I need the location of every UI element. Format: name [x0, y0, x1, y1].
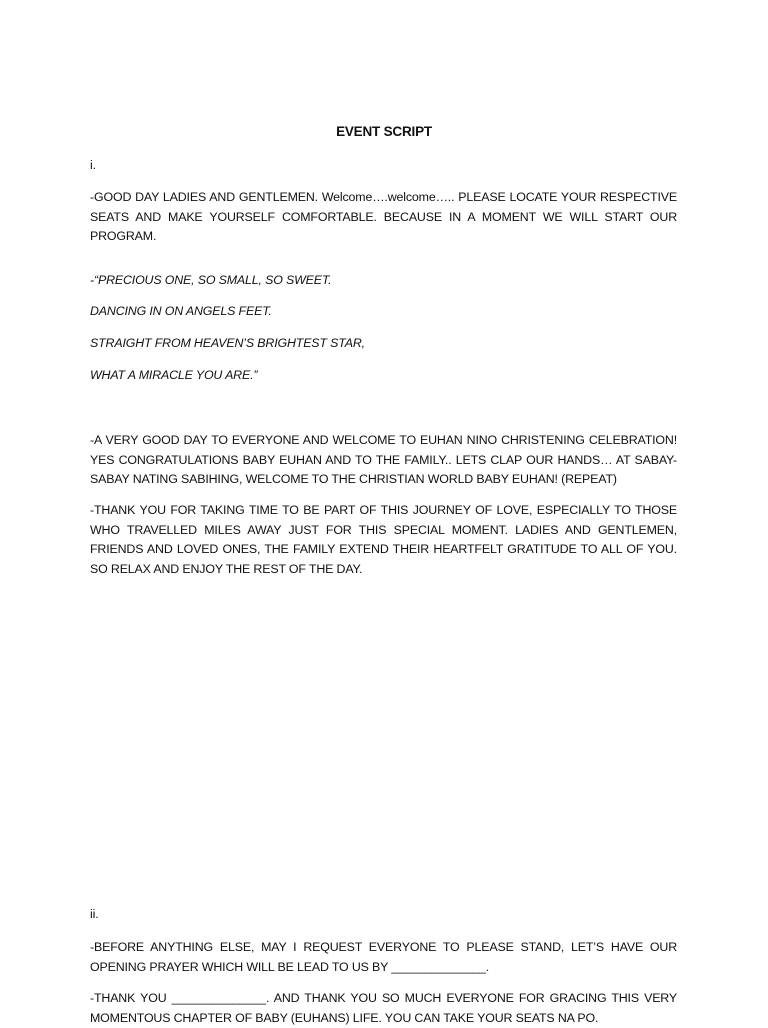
poem-line-3: STRAIGHT FROM HEAVEN’S BRIGHTEST STAR,	[90, 336, 365, 350]
document-title: EVENT SCRIPT	[336, 124, 432, 139]
opening-prayer-paragraph: -BEFORE ANYTHING ELSE, MAY I REQUEST EVERYONE TO PLEASE STAND, LET’S HAVE OUR OPENING PRAYER WHICH WILL BE LEAD TO US BY ______________.	[90, 940, 677, 974]
poem-line-1: -“PRECIOUS ONE, SO SMALL, SO SWEET.	[90, 273, 332, 287]
section-numeral-ii: ii.	[90, 907, 99, 921]
poem-line-4: WHAT A MIRACLE YOU ARE.”	[90, 368, 258, 382]
section-numeral-i: i.	[90, 158, 96, 172]
poem-line-2: DANCING IN ON ANGELS FEET.	[90, 304, 272, 318]
christening-welcome-paragraph: -A VERY GOOD DAY TO EVERYONE AND WELCOME TO EUHAN NINO CHRISTENING CELEBRATION! YES CONGRATULATIONS BABY EUHAN AND TO THE FAMILY.. LETS CLAP OUR HANDS… AT SABAY-SABAY NATING SABIHING, WELCOME TO THE CHRISTIAN WORLD BABY EUHAN! (REPEAT)	[90, 433, 677, 487]
thank-you-everyone-paragraph: -THANK YOU ______________. AND THANK YOU SO MUCH EVERYONE FOR GRACING THIS VERY MOMENTOUS CHAPTER OF BABY (EUHANS) LIFE. YOU CAN TAKE YOUR SEATS NA PO.	[90, 991, 677, 1025]
thank-you-paragraph: -THANK YOU FOR TAKING TIME TO BE PART OF THIS JOURNEY OF LOVE, ESPECIALLY TO THOSE WHO TRAVELLED MILES AWAY JUST FOR THIS SPECIAL MOMENT. LADIES AND GENTLEMEN, FRIENDS AND LOVED ONES, THE FAMILY EXTEND THEIR HEARTFELT GRATITUDE TO ALL OF YOU. SO RELAX AND ENJOY THE REST OF THE DAY.	[90, 503, 677, 576]
welcome-paragraph: -GOOD DAY LADIES AND GENTLEMEN. Welcome….welcome….. PLEASE LOCATE YOUR RESPECTIVE SEATS AND MAKE YOURSELF COMFORTABLE. BECAUSE IN A MOMENT WE WILL START OUR PROGRAM.	[90, 190, 677, 244]
